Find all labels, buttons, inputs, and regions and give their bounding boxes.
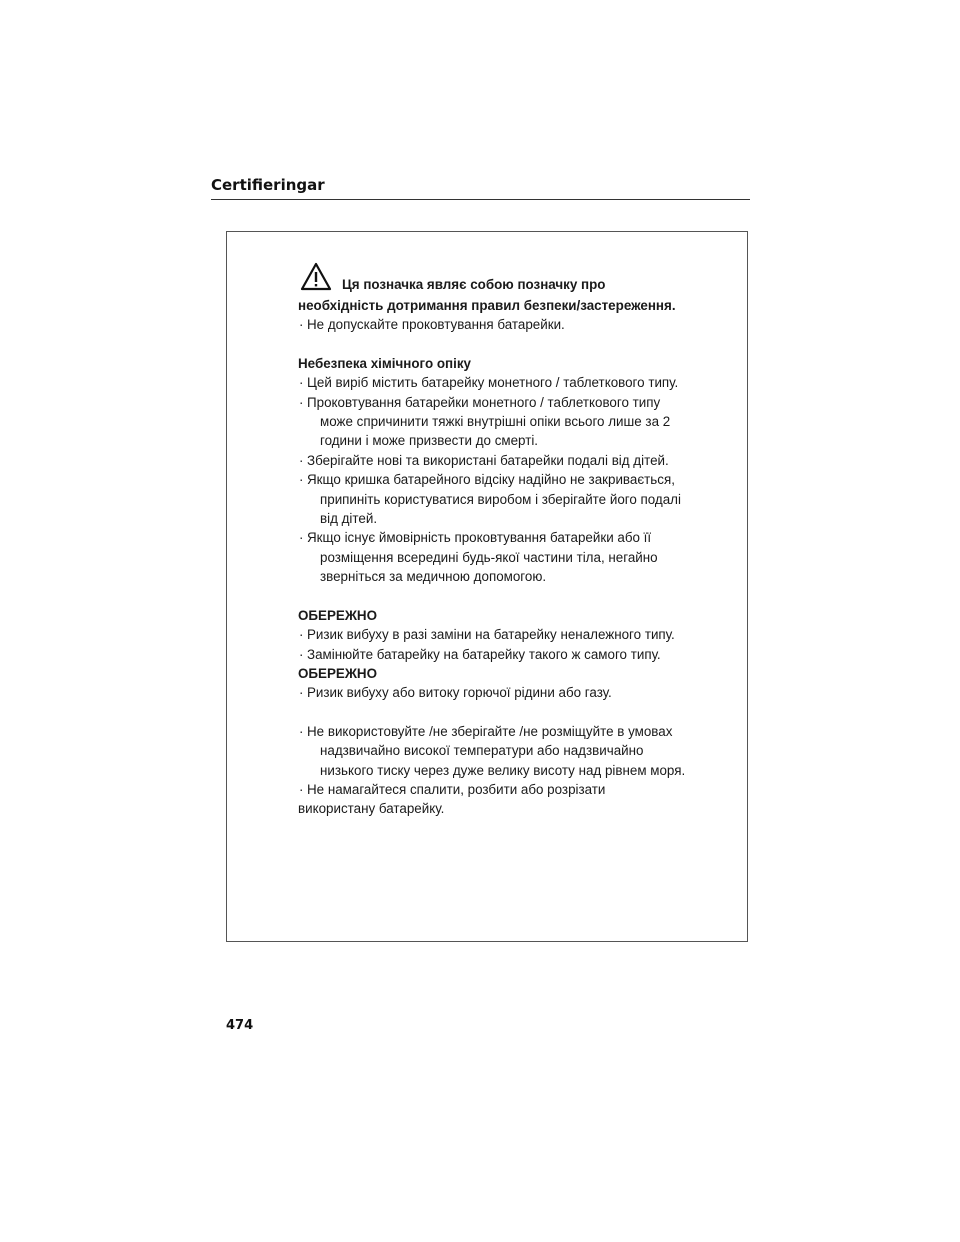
warning-heading-continued: необхідність дотримання правил безпеки/застереження. bbox=[298, 298, 676, 313]
list-item-continued: припиніть користуватися виробом і зберігайте його подалі bbox=[320, 491, 681, 507]
list-item: · Зберігайте нові та використані батарейки подалі від дітей. bbox=[299, 452, 669, 468]
chemical-burn-heading: Небезпека хімічного опіку bbox=[298, 355, 471, 371]
caution-heading: ОБЕРЕЖНО bbox=[298, 665, 378, 681]
list-item: · Не допускайте проковтування батарейки. bbox=[299, 317, 565, 333]
list-item-continued: від дітей. bbox=[320, 511, 378, 527]
section-title: Certifieringar bbox=[211, 176, 325, 194]
list-item: · Проковтування батарейки монетного / таблеткового типу bbox=[299, 394, 661, 410]
list-item: · Якщо існує ймовірність проковтування батарейки або її bbox=[299, 530, 652, 546]
list-item: · Ризик вибуху або витоку горючої рідини або газу. bbox=[299, 685, 612, 701]
warning-heading: Ця позначка являє собою позначку про bbox=[298, 262, 698, 296]
list-item-continued: може спричинити тяжкі внутрішні опіки всього лише за 2 bbox=[320, 414, 671, 430]
list-item-continued: надзвичайно високої температури або надзвичайно bbox=[320, 743, 644, 759]
list-item-continued: використану батарейку. bbox=[298, 801, 445, 817]
caution-heading: ОБЕРЕЖНО bbox=[298, 607, 378, 623]
list-item-continued: низького тиску через дуже велику висоту над рівнем моря. bbox=[320, 762, 686, 778]
list-item-continued: зверніться за медичною допомогою. bbox=[320, 569, 547, 585]
list-item-continued: години і може призвести до смерті. bbox=[320, 433, 539, 449]
list-item: · Якщо кришка батарейного відсіку надійно не закривається, bbox=[299, 472, 675, 488]
section-header bbox=[211, 176, 750, 200]
warning-triangle-icon bbox=[300, 262, 332, 292]
list-item: · Ризик вибуху в разі заміни на батарейку неналежного типу. bbox=[299, 627, 675, 643]
list-item: · Не використовуйте /не зберігайте /не розміщуйте в умовах bbox=[299, 723, 673, 739]
page-number: 474 bbox=[226, 1018, 254, 1033]
list-item: · Не намагайтеся спалити, розбити або розрізати bbox=[299, 781, 606, 797]
list-item: · Замінюйте батарейку на батарейку такого ж самого типу. bbox=[299, 646, 661, 662]
battery-safety-notice bbox=[298, 262, 698, 819]
list-item-continued: розміщення всередині будь-якої частини тіла, негайно bbox=[320, 549, 658, 565]
list-item: · Цей виріб містить батарейку монетного / таблеткового типу. bbox=[299, 375, 679, 391]
